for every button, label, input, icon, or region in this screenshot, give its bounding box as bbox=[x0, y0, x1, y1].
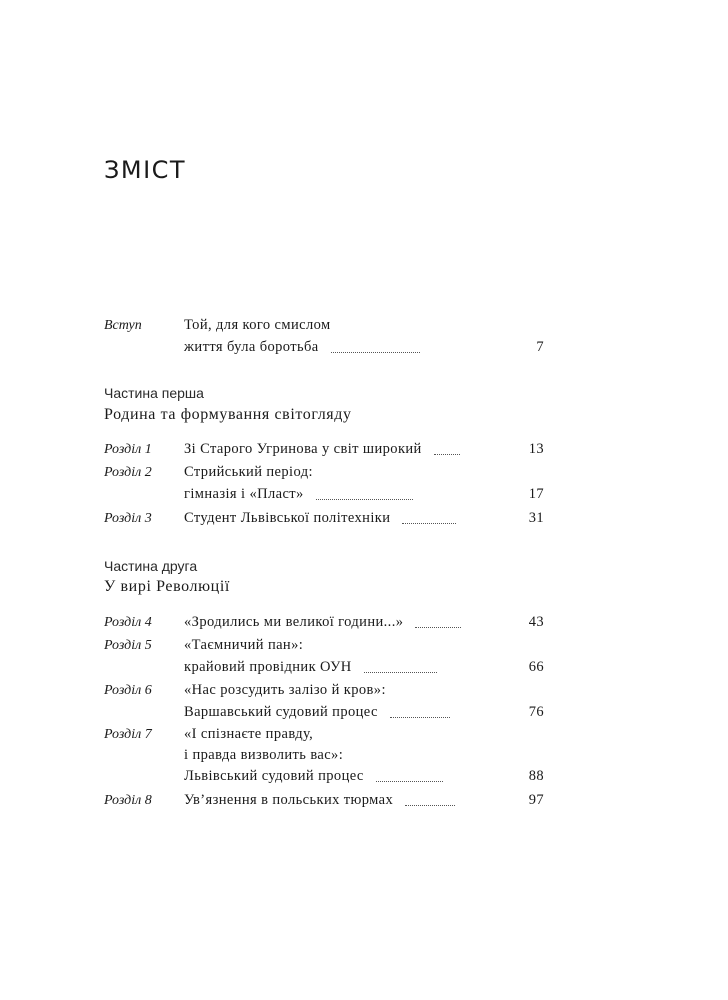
leader-dots bbox=[390, 708, 450, 718]
page-title: ЗМІСТ bbox=[104, 156, 187, 184]
entry-text: Зі Старого Угринова у світ широкий bbox=[184, 441, 422, 457]
leader-dots bbox=[364, 663, 437, 673]
entry-line bbox=[184, 682, 544, 700]
entry-label: Розділ 2 bbox=[104, 465, 152, 480]
entry-line bbox=[184, 464, 544, 482]
leader-dots bbox=[331, 343, 421, 353]
entry-text: Студент Львівської політехніки bbox=[184, 510, 391, 526]
entry-line-last bbox=[184, 704, 544, 722]
entry-text: Львівський судовий процес bbox=[184, 768, 364, 784]
entry-label: Розділ 4 bbox=[104, 615, 152, 630]
entry-text: «Зродились ми великої години...» bbox=[184, 614, 404, 630]
entry-text: «Нас розсудить залізо й кров»: bbox=[184, 682, 386, 698]
leader-dots bbox=[316, 490, 413, 500]
page-number: 43 bbox=[528, 614, 544, 630]
entry-line bbox=[184, 726, 544, 744]
page-number: 97 bbox=[528, 792, 544, 808]
page-number: 66 bbox=[528, 659, 545, 675]
part-label: Частина перша bbox=[104, 385, 204, 401]
entry-label: Розділ 6 bbox=[104, 683, 152, 698]
page-number: 31 bbox=[528, 510, 545, 526]
entry-text: «І спізнаєте правду, bbox=[184, 726, 314, 742]
entry-text: крайовий провідник ОУН bbox=[184, 659, 352, 675]
page-number: 17 bbox=[528, 486, 545, 502]
entry-text: Варшавський судовий процес bbox=[184, 704, 378, 720]
entry-line-last bbox=[184, 792, 544, 810]
entry-label: Розділ 3 bbox=[104, 511, 152, 526]
entry-line-last bbox=[184, 659, 544, 677]
entry-label: Розділ 5 bbox=[104, 638, 152, 653]
entry-text: «Таємничий пан»: bbox=[184, 637, 304, 653]
part-label: Частина друга bbox=[104, 558, 198, 574]
entry-text: Той, для кого смислом bbox=[184, 317, 331, 333]
leader-dots bbox=[434, 445, 460, 455]
page-number: 13 bbox=[528, 441, 544, 457]
entry-label: Вступ bbox=[104, 318, 142, 333]
part-title: Родина та формування світогляду bbox=[104, 406, 352, 423]
part-title: У вирі Революції bbox=[104, 578, 230, 595]
entry-line-last bbox=[184, 441, 544, 459]
entry-label: Розділ 8 bbox=[104, 793, 152, 808]
page-number: 7 bbox=[536, 339, 544, 355]
entry-line-last bbox=[184, 339, 544, 357]
entry-text: Стрийський період: bbox=[184, 464, 313, 480]
entry-line bbox=[184, 637, 544, 655]
entry-text: гімназія і «Пласт» bbox=[184, 486, 304, 502]
entry-text: життя була боротьба bbox=[184, 339, 319, 355]
page-number: 88 bbox=[528, 768, 544, 784]
entry-line-last bbox=[184, 614, 544, 632]
entry-line-last bbox=[184, 510, 544, 528]
leader-dots bbox=[405, 796, 455, 806]
entry-line-last bbox=[184, 768, 544, 786]
entry-label: Розділ 7 bbox=[104, 727, 152, 742]
entry-line-last bbox=[184, 486, 544, 504]
leader-dots bbox=[376, 772, 443, 782]
entry-text: Ув’язнення в польських тюрмах bbox=[184, 792, 394, 808]
page-number: 76 bbox=[528, 704, 544, 720]
leader-dots bbox=[415, 618, 461, 628]
leader-dots bbox=[402, 514, 456, 524]
entry-text: і правда визволить вас»: bbox=[184, 747, 344, 763]
entry-label: Розділ 1 bbox=[104, 442, 152, 457]
entry-line bbox=[184, 747, 544, 765]
entry-line bbox=[184, 317, 544, 335]
